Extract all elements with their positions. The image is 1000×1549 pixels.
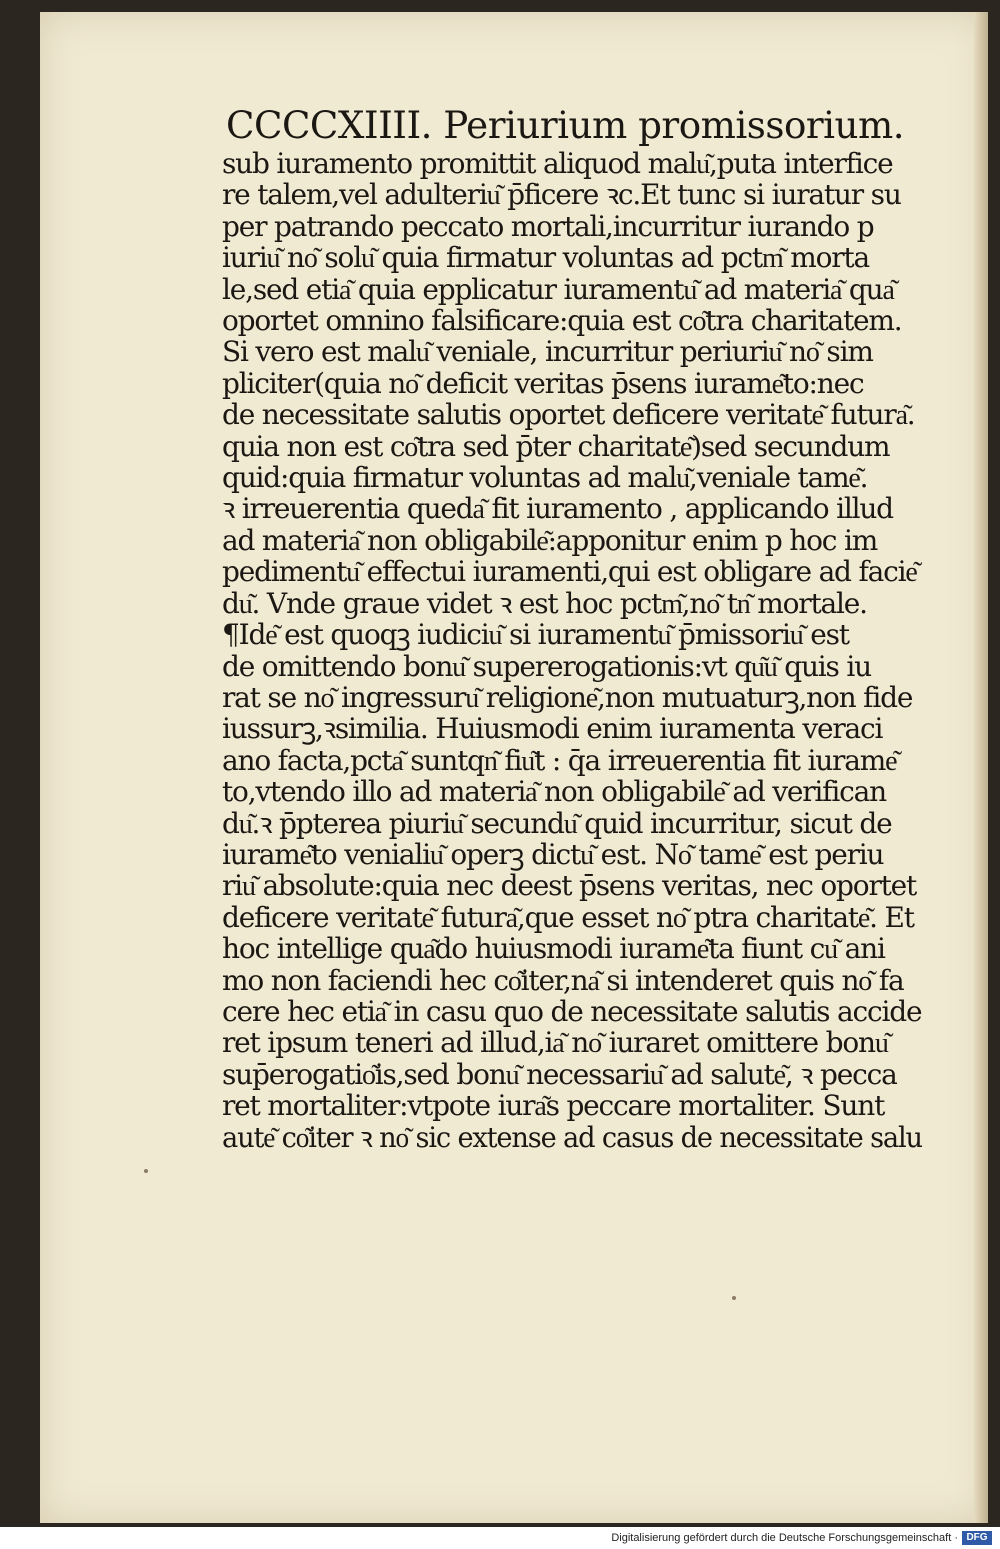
footer-bar [0,1527,1000,1549]
text-line: sup̄erogatio͂is,sed bonu͂ necessariu͂ ad salute͂, ꝛ pecca [222,1057,897,1091]
text-line: iurame͂to venialiu͂ operꝫ dictu͂ est. No͂ tame͂ est periu [222,837,884,871]
text-line: ano facta,pcta͂ suntqn͂ fiu͂t : q̄a irreuerentia fit iurame͂ [222,743,897,777]
text-line: du͂. Vnde graue videt ꝛ est hoc pctm͂,no͂ tn͂ mortale. [222,586,867,620]
funding-notice: Digitalisierung gefördert durch die Deutsche Forschungsgemeinschaft · [611,1532,958,1544]
text-line: ret ipsum teneri ad illud,ia͂ no͂ iuraret omittere bonu͂ [222,1026,888,1060]
text-line: cere hec etia͂ in casu quo de necessitate salutis accide [222,994,922,1028]
text-line: de omittendo bonu͂ supererogationis:vt qu͂u͂ quis iu [222,649,871,683]
text-line: re talem,vel adulteriu͂ p̄ficere ꝛc.Et tunc si iuratur su [222,178,901,212]
text-line: ¶Ide͂ est quoqꝫ iudiciu͂ si iuramentu͂ p̄missoriu͂ est [222,618,849,652]
text-line: sub iuramento promittit aliquod malu͂,puta interfice [222,147,893,180]
text-lines [222,148,922,1153]
text-line: to,vtendo illo ad materia͂ non obligabile͂ ad verifican [222,775,886,809]
text-line: iussurꝫ,ꝛsimilia. Huiusmodi enim iuramenta veraci [222,712,883,746]
dfg-logo: DFG [962,1531,992,1545]
page-speck [732,1296,736,1300]
text-line: rat se no͂ ingressuru͂ religione͂,non mutuaturꝫ,non fide [222,680,913,714]
text-line: quia non est co͂tra sed p̄ter charitate͂)sed secundum [222,429,890,463]
page-edge [974,12,988,1523]
page-speck [144,1169,148,1173]
text-line: ad materia͂ non obligabile͂:apponitur enim p hoc im [222,523,878,557]
text-line: pliciter(quia no͂ deficit veritas p̄sens iurame͂to:nec [222,366,864,400]
chapter-heading: CCCCXIIII. Periurium promissorium. [226,104,905,147]
text-line: hoc intellige qua͂do huiusmodi iurame͂ta fiunt cu͂ ani [222,932,885,966]
text-line: ret mortaliter:vtpote iura͂s peccare mortaliter. Sunt [222,1089,885,1123]
text-line: pedimentu͂ effectui iuramenti,qui est obligare ad facie͂ [222,555,917,589]
text-line: iuriu͂ no͂ solu͂ quia firmatur voluntas ad pctm͂ morta [222,241,869,275]
text-line: per patrando peccato mortali,incurritur iurando p [222,209,874,243]
text-line: ꝛ irreuerentia queda͂ fit iuramento , applicando illud [222,492,893,526]
text-line: de necessitate salutis oportet deficere veritate͂ futura͂. [222,398,915,432]
text-line: deficere veritate͂ futura͂,que esset no͂ ptra charitate͂. Et [222,900,914,934]
text-block [222,104,922,1153]
text-line: Si vero est malu͂ veniale, incurritur periuriu͂ no͂ sim [222,335,873,369]
text-line: du͂.ꝛ p̄pterea piuriu͂ secundu͂ quid incurritur, sicut de [222,806,892,840]
text-line: le,sed etia͂ quia epplicatur iuramentu͂ ad materia͂ qua͂ [222,272,894,306]
text-line: riu͂ absolute:quia nec deest p̄sens veritas, nec oportet [222,869,917,903]
text-line: quid:quia firmatur voluntas ad malu͂,veniale tame͂. [222,461,868,495]
text-line: oportet omnino falsificare:quia est co͂tra charitatem. [222,304,902,338]
text-line: aute͂ co͂iter ꝛ no͂ sic extense ad casus de necessitate salu [222,1120,922,1154]
text-line: mo non faciendi hec co͂iter,na͂ si intenderet quis no͂ fa [222,963,904,997]
book-page [40,12,988,1523]
